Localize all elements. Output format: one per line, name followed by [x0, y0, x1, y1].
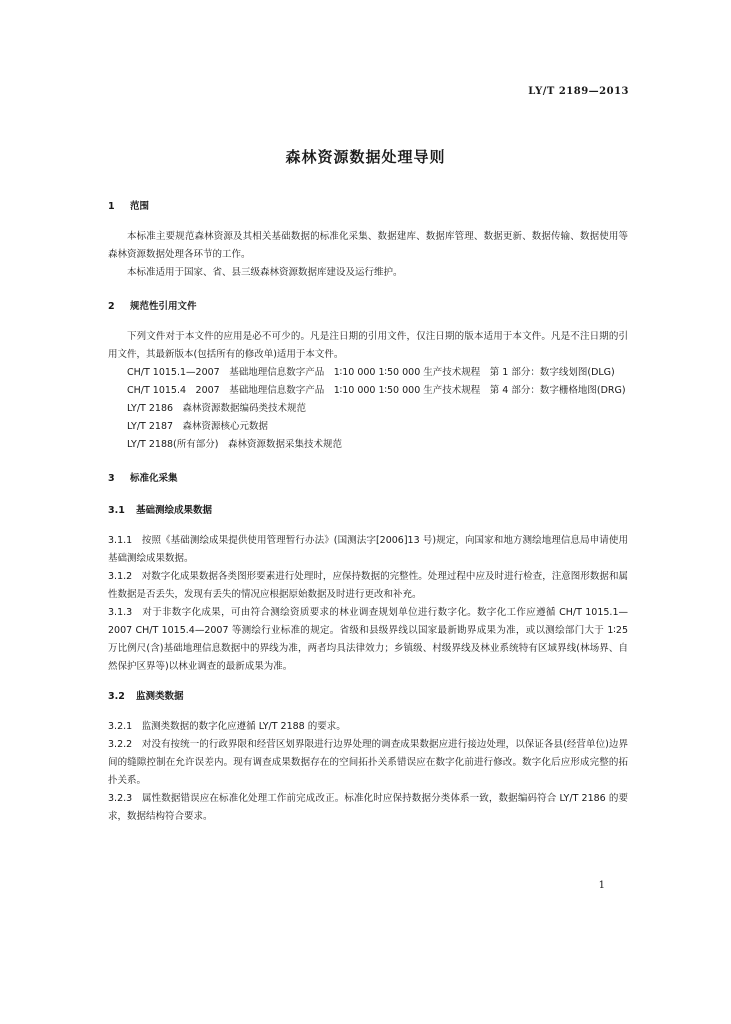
page-number: 1: [598, 880, 605, 891]
clause-3-2-1: 3.2.1 监测类数据的数字化应遵循 LY/T 2188 的要求。: [108, 721, 346, 732]
clause-3-1-1: 3.1.1 按照《基础测绘成果提供使用管理暂行办法》(国测法字[2006]13 号)规定，向国家和地方测绘地理信息局申请使用基础测绘成果数据。: [108, 535, 628, 564]
clause-3-2-2: 3.2.2 对没有按统一的行政界限和经营区划界限进行边界处理的调查成果数据应进行接边处理，以保证各县(经营单位)边界间的缝隙控制在允许误差内。现有调查成果数据存在的空间拓扑关系错误应在数字化前进行修改。数字化后应形成完整的拓扑关系。: [108, 739, 628, 786]
standard-code: LY/T 2189—2013: [528, 86, 629, 97]
clause-3-2-3: 3.2.3 属性数据错误应在标准化处理工作前完成改正。标准化时应保持数据分类体系一致，数据编码符合 LY/T 2186 的要求，数据结构符合要求。: [108, 793, 628, 822]
section-heading-2: 2 规范性引用文件: [108, 301, 197, 312]
reference-item: LY/T 2187 森林资源核心元数据: [127, 421, 269, 432]
reference-item: CH/T 1015.1—2007 基础地理信息数字产品 1∶10 000 1∶50 000 生产技术规程 第 1 部分：数字线划图(DLG): [127, 367, 615, 378]
reference-item: LY/T 2188(所有部分) 森林资源数据采集技术规范: [127, 439, 342, 450]
clause-3-1-3: 3.1.3 对于非数字化成果，可由符合测绘资质要求的林业调查规划单位进行数字化。数字化工作应遵循 CH/T 1015.1—2007 CH/T 1015.4—2007 等测绘行业标准的规定。省级和县级界线以国家最新勘界成果为准，或以测绘部门大于 1∶25 万比例尺(含)基础地理信息数据中的界线为准，两者均具法律效力；乡镇级、村级界线及林业系统特有区域界线(林场界、自然保护区界等)以林业调查的最新成果为准。: [108, 607, 628, 672]
paragraph: 本标准适用于国家、省、县三级森林资源数据库建设及运行维护。: [127, 267, 403, 278]
subsection-heading-3-1: 3.1 基础测绘成果数据: [108, 505, 213, 516]
reference-item: CH/T 1015.4 2007 基础地理信息数字产品 1∶10 000 1∶50 000 生产技术规程 第 4 部分：数字栅格地图(DRG): [127, 385, 626, 396]
document-title: 森林资源数据处理导则: [285, 148, 446, 166]
reference-item: LY/T 2186 森林资源数据编码类技术规范: [127, 403, 307, 414]
subsection-heading-3-2: 3.2 监测类数据: [108, 691, 184, 702]
paragraph: 本标准主要规范森林资源及其相关基础数据的标准化采集、数据建库、数据库管理、数据更新、数据传输、数据使用等森林资源数据处理各环节的工作。: [108, 231, 628, 260]
section-heading-1: 1 范围: [108, 201, 150, 212]
document-body: [108, 200, 628, 826]
paragraph: 下列文件对于本文件的应用是必不可少的。凡是注日期的引用文件，仅注日期的版本适用于本文件。凡是不注日期的引用文件，其最新版本(包括所有的修改单)适用于本文件。: [108, 331, 628, 360]
clause-3-1-2: 3.1.2 对数字化成果数据各类图形要素进行处理时，应保持数据的完整性。处理过程中应及时进行检查，注意图形数据和属性数据是否丢失，发现有丢失的情况应根据原始数据及时进行更改和补充。: [108, 571, 628, 600]
section-heading-3: 3 标准化采集: [108, 473, 178, 484]
